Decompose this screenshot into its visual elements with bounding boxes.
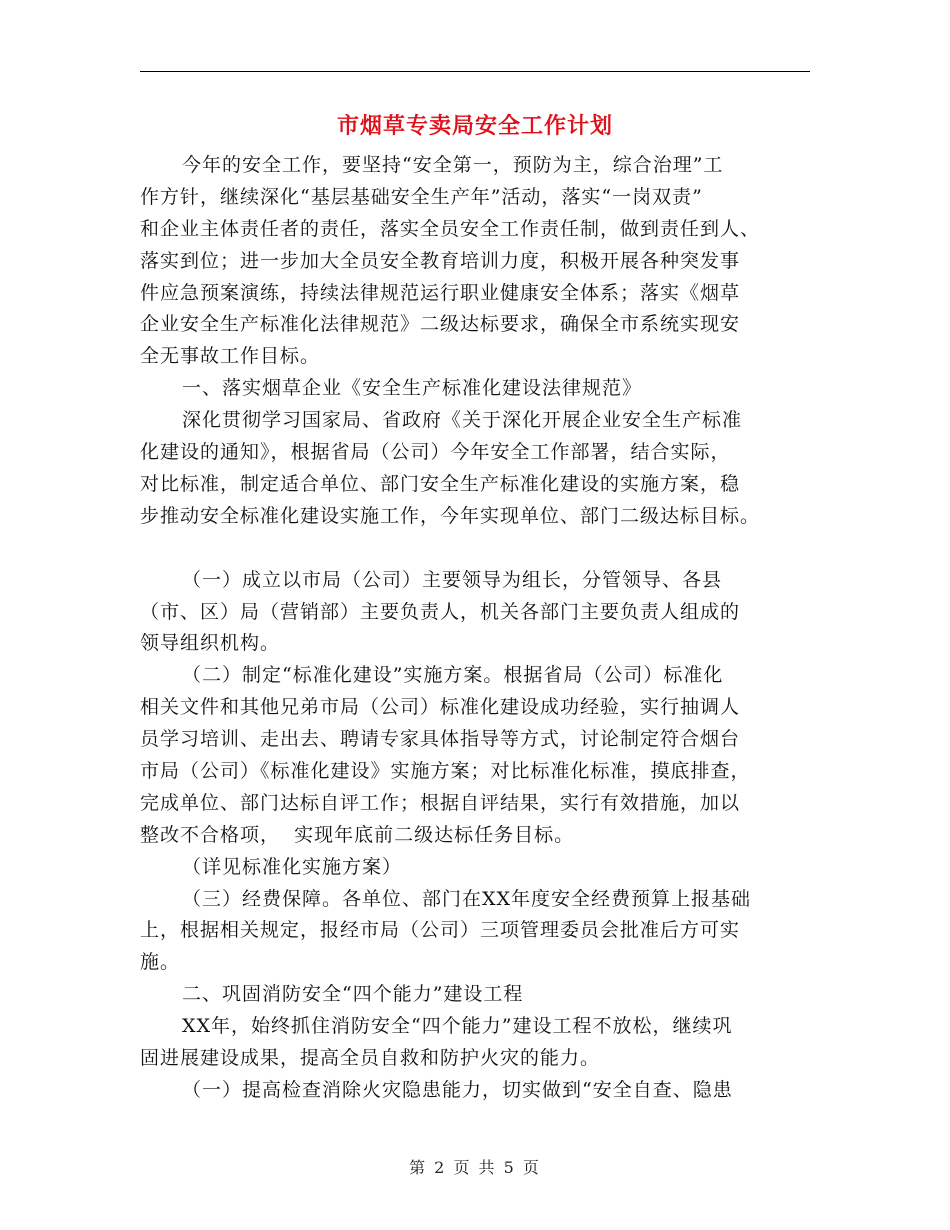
text-line: （三）经费保障。各单位、部门在XX年度安全经费预算上报基础 bbox=[182, 887, 752, 910]
document-title: 市烟草专卖局安全工作计划 bbox=[336, 113, 613, 139]
text-line: 固进展建设成果，提高全员自救和防护火灾的能力。 bbox=[140, 1047, 601, 1070]
document-body bbox=[140, 150, 810, 1107]
text-line: 相关文件和其他兄弟市局（公司）标准化建设成功经验，实行抽调人 bbox=[140, 696, 741, 719]
text-line: 化建设的通知》，根据省局（公司）今年安全工作部署，结合实际， bbox=[140, 441, 731, 464]
text-line: 件应急预案演练，持续法律规范运行职业健康安全体系；落实《烟草 bbox=[140, 281, 741, 304]
header-rule bbox=[140, 71, 810, 72]
text-line: 深化贯彻学习国家局、省政府《关于深化开展企业安全生产标准 bbox=[182, 409, 743, 432]
text-line: 员学习培训、走出去、聘请专家具体指导等方式，讨论制定符合烟台 bbox=[140, 728, 741, 751]
text-line: （市、区）局（营销部）主要负责人，机关各部门主要负责人组成的 bbox=[140, 600, 741, 623]
text-line: 整改不合格项， 实现年底前二级达标任务目标。 bbox=[140, 823, 575, 846]
text-line: 落实到位；进一步加大全员安全教育培训力度，积极开展各种突发事 bbox=[140, 249, 741, 272]
section-heading: 二、巩固消防安全“四个能力”建设工程 bbox=[182, 983, 524, 1006]
page-number: 第 2 页 共 5 页 bbox=[409, 1158, 541, 1177]
paragraph-gap bbox=[140, 533, 810, 565]
text-line: 企业安全生产标准化法律规范》二级达标要求，确保全市系统实现安 bbox=[140, 313, 741, 336]
text-line: 完成单位、部门达标自评工作；根据自评结果，实行有效措施，加以 bbox=[140, 791, 741, 814]
text-line: 步推动安全标准化建设实施工作，今年实现单位、部门二级达标目标。 bbox=[140, 504, 761, 527]
text-line: XX年，始终抓住消防安全“四个能力”建设工程不放松，继续巩 bbox=[182, 1015, 733, 1038]
text-line: （详见标准化实施方案） bbox=[182, 855, 403, 878]
text-line: 施。 bbox=[140, 951, 181, 974]
text-line: 市局（公司）《标准化建设》实施方案；对比标准化标准，摸底排查， bbox=[140, 760, 751, 783]
text-line: 和企业主体责任者的责任，落实全员安全工作责任制，做到责任到人、 bbox=[140, 217, 761, 240]
text-line: 领导组织机构。 bbox=[140, 632, 281, 655]
text-line: （一）提高检查消除火灾隐患能力，切实做到“安全自查、隐患 bbox=[182, 1078, 733, 1101]
text-line: 今年的安全工作，要坚持“安全第一，预防为主，综合治理”工 bbox=[182, 154, 724, 176]
text-line: （一）成立以市局（公司）主要领导为组长，分管领导、各县 bbox=[182, 568, 723, 591]
text-line: 对比标准，制定适合单位、部门安全生产标准化建设的实施方案，稳 bbox=[140, 472, 741, 495]
section-heading: 一、落实烟草企业《安全生产标准化建设法律规范》 bbox=[182, 377, 643, 400]
text-line: （二）制定“标准化建设”实施方案。根据省局（公司）标准化 bbox=[182, 664, 724, 687]
text-line: 作方针，继续深化“基层基础安全生产年”活动，落实“一岗双责” bbox=[140, 185, 703, 208]
text-line: 上，根据相关规定，报经市局（公司）三项管理委员会批准后方可实 bbox=[140, 919, 741, 942]
text-line: 全无事故工作目标。 bbox=[140, 345, 321, 368]
